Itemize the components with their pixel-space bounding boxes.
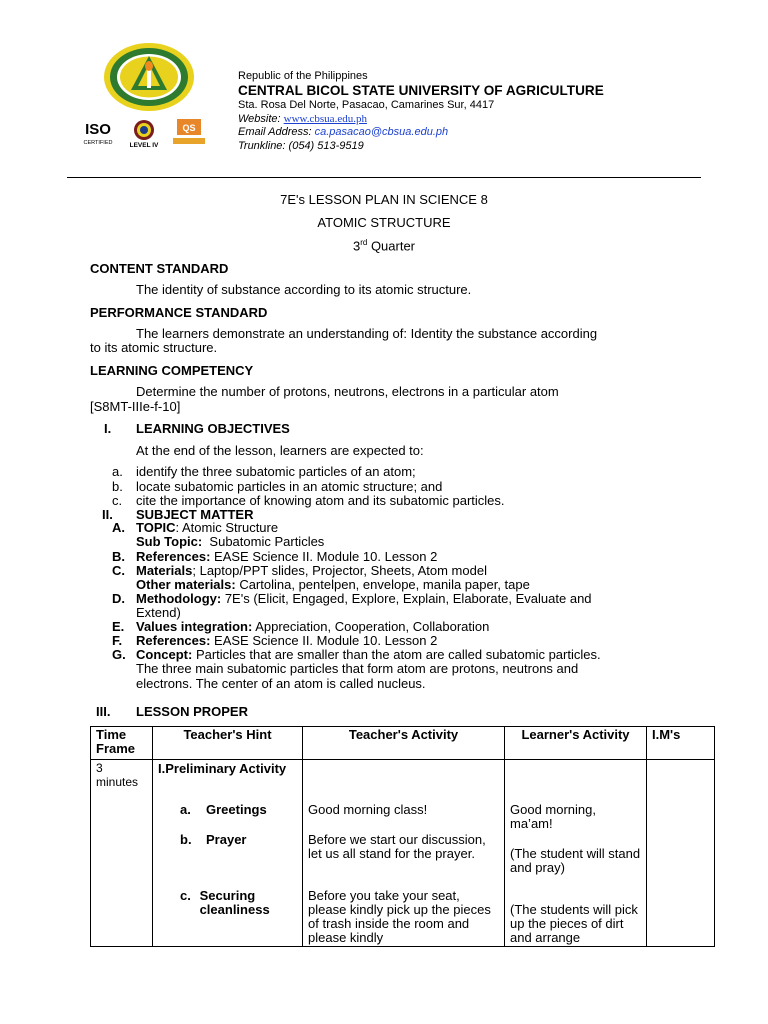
table-row	[91, 832, 715, 888]
learning-competency-line1: Determine the number of protons, neutrons, electrons in a particular atom	[136, 384, 559, 399]
subject-topic: A. TOPIC: Atomic Structure	[112, 520, 279, 535]
col-ims: I.M's	[647, 727, 715, 760]
teacher-prayer: Before we start our discussion, let us all stand for the prayer.	[303, 832, 505, 888]
email-link[interactable]: ca.pasacao@cbsua.edu.ph	[314, 126, 449, 139]
col-teachers-hint: Teacher's Hint	[153, 727, 303, 760]
letterhead-text	[238, 70, 604, 153]
hint-cleanliness: c. Securing cleanliness	[153, 888, 303, 947]
objectives-number: I.	[104, 421, 112, 436]
learning-competency-code: [S8MT-IIIe-f-10]	[90, 399, 181, 414]
subject-concept: G. Concept: Particles that are smaller than the atom are called subatomic particles.	[112, 647, 601, 662]
lesson-plan-title: 7E's LESSON PLAN IN SCIENCE 8	[280, 192, 488, 207]
subject-other-materials: Other materials: Cartolina, pentelpen, envelope, manila paper, tape	[136, 577, 530, 592]
hint-greetings: a. Greetings	[153, 802, 303, 832]
lesson-proper-table	[90, 726, 715, 947]
quarter-label: 3rd Quarter	[352, 238, 416, 254]
objective-c: c. cite the importance of knowing atom and its subatomic particles.	[112, 493, 505, 508]
objectives-intro: At the end of the lesson, learners are expected to:	[136, 443, 424, 458]
email-line: Email Address: ca.pasacao@cbsua.edu.ph	[238, 126, 449, 139]
teacher-greetings: Good morning class!	[303, 802, 505, 832]
learner-cleanliness: (The students will pick up the pieces of dirt and arrange	[505, 888, 647, 947]
learning-competency-heading: LEARNING COMPETENCY	[90, 363, 254, 378]
university-name: CENTRAL BICOL STATE UNIVERSITY OF AGRICULTURE	[238, 83, 604, 99]
col-learners-activity: Learner's Activity	[505, 727, 647, 760]
subject-methodology: D. Methodology: 7E's (Elicit, Engaged, Explore, Explain, Elaborate, Evaluate and	[112, 591, 592, 606]
col-time-frame: Time Frame	[91, 727, 153, 760]
time-frame-cell: 3 minutes	[91, 760, 153, 803]
lesson-proper-heading: LESSON PROPER	[136, 704, 248, 719]
subject-matter-number: II.	[102, 507, 113, 522]
teacher-cleanliness: Before you take your seat, please kindly pick up the pieces of trash inside the room and please kindly	[303, 888, 505, 947]
svg-text:ISO: ISO	[85, 121, 111, 138]
subject-matter-heading: SUBJECT MATTER	[136, 507, 254, 522]
hint-prayer: b. Prayer	[153, 832, 303, 888]
performance-standard-line1: The learners demonstrate an understanding of: Identity the substance according	[136, 326, 598, 341]
subject-methodology-cont: Extend)	[136, 605, 181, 620]
objectives-heading: LEARNING OBJECTIVES	[136, 421, 290, 436]
learner-prayer: (The student will stand and pray)	[505, 832, 647, 888]
subject-references-2: F. References: EASE Science II. Module 10. Lesson 2	[112, 633, 438, 648]
table-row	[91, 888, 715, 947]
qs-stars-badge	[173, 119, 205, 144]
university-seal-logo	[103, 42, 195, 112]
performance-standard-line2: to its atomic structure.	[90, 340, 218, 355]
preliminary-activity-cell: I.Preliminary Activity	[153, 760, 303, 803]
content-standard-text: The identity of substance according to its atomic structure.	[136, 282, 472, 297]
objective-a: a. identify the three subatomic particles of an atom;	[112, 464, 416, 479]
iso-certified-badge	[82, 120, 116, 146]
trunkline: Trunkline: (054) 513-9519	[238, 139, 364, 152]
header-divider	[67, 177, 701, 178]
level-iv-badge	[130, 120, 159, 149]
subject-subtopic: Sub Topic: Subatomic Particles	[136, 534, 325, 549]
website-line: Website: www.cbsua.edu.ph	[238, 112, 367, 125]
certification-badges	[82, 116, 216, 150]
performance-standard-heading: PERFORMANCE STANDARD	[90, 305, 268, 320]
svg-text:CERTIFIED: CERTIFIED	[83, 140, 113, 146]
objective-b: b. locate subatomic particles in an atomic structure; and	[112, 479, 443, 494]
lesson-topic-title: ATOMIC STRUCTURE	[317, 215, 451, 230]
website-link[interactable]: www.cbsua.edu.ph	[283, 112, 367, 125]
svg-text:LEVEL IV: LEVEL IV	[129, 142, 159, 149]
subject-concept-line2: The three main subatomic particles that form atom are protons, neutrons and	[136, 661, 579, 676]
subject-references: B. References: EASE Science II. Module 10. Lesson 2	[112, 549, 438, 564]
table-row	[91, 760, 715, 803]
lesson-proper-number: III.	[96, 704, 111, 719]
svg-text:QS: QS	[182, 123, 196, 133]
subject-materials: C. Materials; Laptop/PPT slides, Projector, Sheets, Atom model	[112, 563, 487, 578]
address-line: Sta. Rosa Del Norte, Pasacao, Camarines Sur, 4417	[238, 99, 495, 112]
table-row	[91, 802, 715, 832]
subject-concept-line3: electrons. The center of an atom is called nucleus.	[136, 676, 426, 691]
subject-values: E. Values integration: Appreciation, Cooperation, Collaboration	[112, 619, 490, 634]
republic-line: Republic of the Philippines	[238, 70, 368, 82]
col-teachers-activity: Teacher's Activity	[303, 727, 505, 760]
content-standard-heading: CONTENT STANDARD	[90, 261, 229, 276]
learner-greetings: Good morning, ma’am!	[505, 802, 647, 832]
table-header-row	[91, 727, 715, 760]
